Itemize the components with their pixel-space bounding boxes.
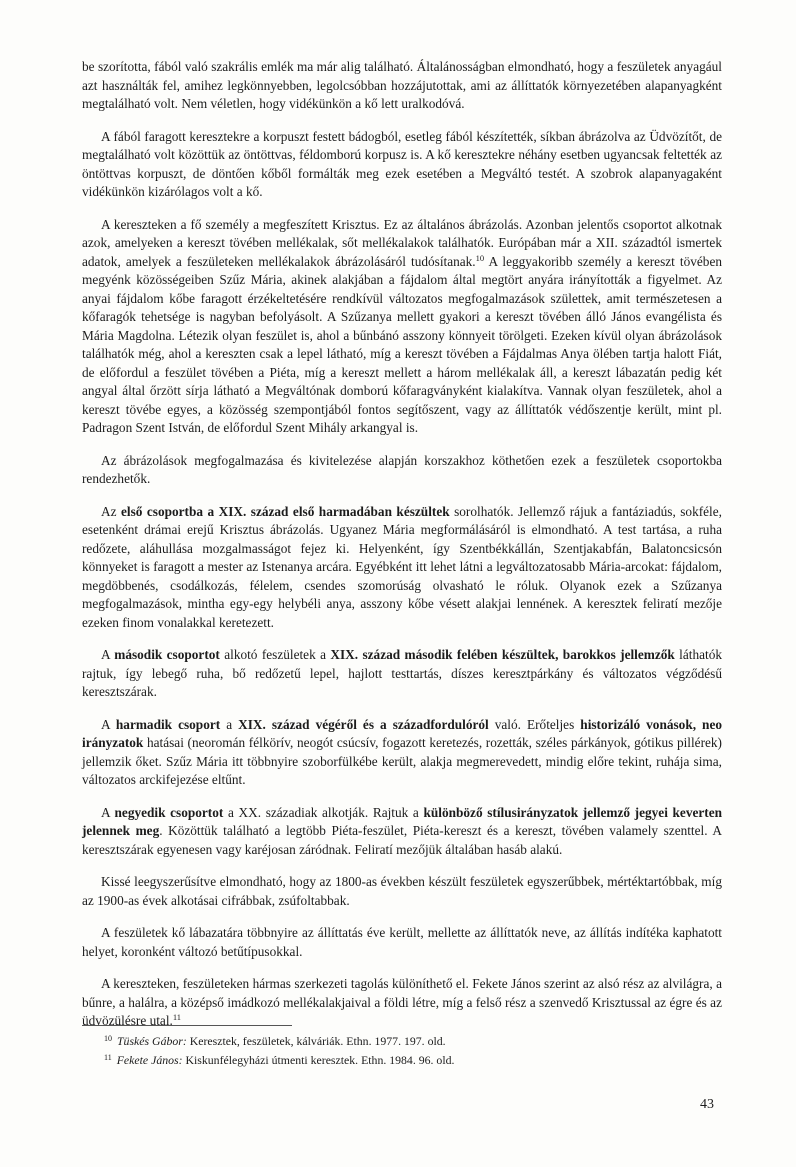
text-run: Az [101, 503, 121, 519]
bold-text: második csoportot [114, 647, 220, 662]
paragraph [82, 128, 722, 202]
text-run: A kereszteken, feszületeken hármas szerkezeti tagolás különíthető el. Fekete János szerint az alsó rész az alvilágra, a bűnre, a halálra, a középső imádkozó mellékalakjaival a földi létre, míg a felső rész a szenvedő Krisztussal az égre és az üdvözülésre utal. [82, 976, 722, 1028]
footnote-text: Keresztek, feszületek, kálváriák. Ethn. 1977. 197. old. [186, 1034, 446, 1048]
text-run: a [220, 716, 239, 732]
text-run: A [101, 716, 116, 732]
text-run: láthatók rajtuk, így lebegő ruha, bő redőzetű lepel, hajlott testtartás, díszes keresztpárkány és változatos végződésű keresztszárak. [82, 647, 723, 699]
footnote-ref: 10 [475, 252, 485, 263]
bold-text: XIX. század végéről és a századfordulóról [238, 716, 489, 732]
text-run: A [101, 804, 115, 820]
footnote [104, 1032, 704, 1051]
bold-text: historizáló vonások, neo irányzatok [82, 716, 723, 750]
paragraph [82, 216, 722, 438]
text-run: sorolhatók. Jellemző rájuk a fantáziadús, sokféle, esetenként drámai erejű Krisztus ábrázolás. Ugyanez Mária megformálásáról is elmondható. A test tartása, a ruha redőzete, aláhullása mozgalmasságot fejez ki. Helyenként, így Szentbékkállán, Szentjakabfán, Balatoncsicsón könnyeket is faragott a mester az Istenanya arcára. Egyébként itt lehet látni a legváltozatosabb Mária-arcokat: fájdalom, megdöbbenés, csodálkozás, félelem, csendes szomorúság olvasható le róluk. Olyanok ezek a Szűzanya megfogalmazások, mintha egy-egy helybéli anya, asszony kőbe vésett alakjai lennének. A keresztek feliratí mezője ezeken finom vonalakkal keretezett. [82, 503, 722, 630]
text-run: be szorította, fából való szakrális emlék ma már alig található. Általánosságban elmondható, hogy a feszületek anyagául azt használták fel, amihez legkönnyebben, legolcsóbban hozzájutottak, ami az állíttatók környezetében alapanyagként megtalálható volt. Nem véletlen, hogy vidékünkön a kő lett uralkodóvá. [82, 59, 722, 111]
paragraph [82, 924, 722, 961]
bold-text: XIX. század második felében készültek, barokkos jellemzők [330, 647, 675, 662]
footnote-ref: 11 [172, 1012, 182, 1022]
paragraph [82, 873, 722, 910]
text-run: alkotó feszületek a [219, 647, 331, 662]
body-text [82, 58, 722, 1045]
text-run: Az ábrázolások megfogalmazása és kivitelezése alapján korszakhoz köthetően ezek a feszületek csoportokba rendezhetők. [82, 452, 722, 486]
paragraph [82, 452, 722, 489]
text-run: A fából faragott keresztekre a korpuszt festett bádogból, esetleg fából készítették, síkban ábrázolva az Üdvözítőt, de megtalálható volt közöttük az öntöttvas, féldomború korpusz is. A kő keresztekre néhány esetben ugyancsak feltették az öntöttvas korpuszt, de döntően kőből formálták meg ezek esetében a Megváltó testét. A szobrok alapanyagaként vidékünkön kizárólagos volt a kő. [82, 128, 722, 199]
bold-text: első csoportba a XIX. század első harmadában készültek [120, 503, 450, 519]
footnote-author: Tüskés Gábor: [117, 1034, 187, 1048]
footnote [104, 1051, 704, 1070]
text-run: A leggyakoribb személy a kereszt tövében megyénk közösségeiben Szűz Mária, akinek alakjában a fájdalom által megtört anyára irányították a figyelmet. Az anyai fájdalom kőbe faragott érzékeltetésére rendkívül változatos megfogalmazások születtek, amit természetesen a kőfaragók tehetsége is nagyban befolyásolt. A Szűzanya mellett gyakori a kereszt tövében álló János evangélista és Mária Magdolna. Létezik olyan feszület is, ahol a bűnbánó asszony könnyeit törölgeti. Ezeken kívül olyan ábrázolások találhatók még, ahol a kereszten csak a lepel látható, míg a kereszt tövében a Fájdalmas Anya ölében tartja halott Fiát, de előfordul a feszület tövében a Piéta, míg a kereszt mellett a három mellékalak áll, a kereszt lábazatán pedig két angyal által őrzött sírja látható a Megváltónak domború kőfaragványként kialakítva. Vannak olyan feszületek, ahol a kereszt tövébe egyes, a közösség szempontjából fontos segítőszent, vagy az állíttatók védőszentje került, mint pl. Padragon Szent István, de előfordul Szent Mihály arkangyal is. [82, 253, 722, 435]
text-run: A kereszteken a fő személy a megfeszített Krisztus. Ez az általános ábrázolás. Azonban jelentős csoportot alkotnak azok, amelyeken a kereszt tövében mellékalak, sőt mellékalakok találhatók. Európában már a XII. századtól ismertek adatok, amelyek a feszületeken mellékalakok ábrázolásáról tudósítanak. [82, 216, 722, 269]
bold-text: negyedik csoportot [114, 804, 224, 820]
footnote-author: Fekete János: [116, 1053, 183, 1067]
page-number: 43 [700, 1097, 714, 1112]
footnote-separator [82, 1025, 292, 1026]
footnotes [104, 1032, 704, 1070]
paragraph [82, 716, 722, 790]
text-run: Kissé leegyszerűsítve elmondható, hogy az 1800-as években készült feszületek egyszerűbbek, mértéktartóbbak, míg az 1900-as évek alkotásai cifrábbak, zsúfoltabbak. [82, 874, 722, 908]
text-run: A [101, 647, 115, 662]
text-run: A feszületek kő lábazatára többnyire az állíttatás éve került, mellette az állíttatók neve, az állítás indítéka kaphatott helyet, koronként változó betűtípusokkal. [82, 925, 722, 959]
footnote-number: 11 [104, 1053, 112, 1062]
text-run: való. Erőteljes [488, 716, 581, 732]
footnote-text: Kiskunfélegyházi útmenti keresztek. Ethn. 1984. 96. old. [182, 1053, 455, 1067]
paragraph [82, 975, 722, 1031]
bold-text: különböző stílusirányzatok jellemző jegyei keverten jelennek meg [82, 804, 723, 838]
paragraph [82, 646, 722, 702]
paragraph [82, 804, 722, 860]
text-run: . Közöttük található a legtöbb Piéta-feszület, Piéta-kereszt és a kereszt, tövében valamely szenttel. A keresztszárak egyenesen vagy karéjosan záródnak. Feliratí mezőjük általában hasáb alakú. [82, 823, 722, 857]
text-run: hatásai (neoromán félkörív, neogót csúcsív, fogazott keretezés, rozetták, széles párkányok, gótikus pillérek) jellemzik őket. Szűz Mária itt többnyire szoborfülkébe került, alakja megmerevedett, mindig előre tekint, ruhája sima, változatos arckifejezése eltűnt. [82, 735, 722, 787]
text-run: a XX. századiak alkotják. Rajtuk a [223, 804, 424, 820]
paragraph [82, 503, 722, 633]
bold-text: harmadik csoport [115, 716, 221, 732]
footnote-number: 10 [104, 1034, 112, 1043]
paragraph [82, 58, 722, 114]
